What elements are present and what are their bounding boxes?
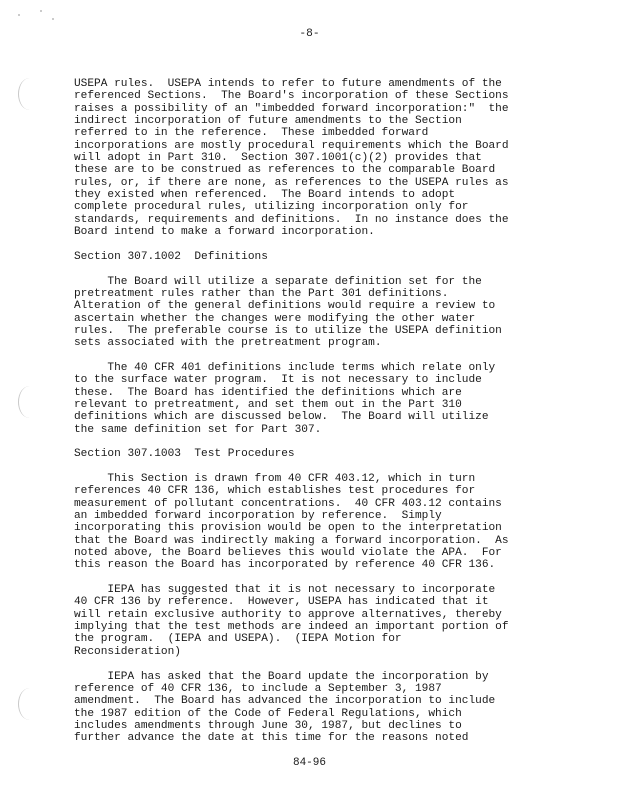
text-line: implying that the test methods are indeed an important portion of [74,621,509,634]
text-line: indirect incorporation of future amendments to the Section [74,115,462,128]
scan-speck [18,14,20,16]
text-line: noted above, the Board believes this would violate the APA. For [74,547,502,560]
binder-hole-mark [18,688,41,720]
scan-speck [40,10,42,12]
paragraph-gap [74,436,554,448]
text-line: that the Board was indirectly making a forward incorporation. As [74,534,509,547]
text-line: raises a possibility of an "imbedded forward incorporation:" the [74,102,509,115]
text-line: to the surface water program. It is not necessary to include [74,374,482,387]
text-line: referenced Sections. The Board's incorporation of these Sections [74,90,509,103]
text-line: amendment. The Board has advanced the incorporation to include [74,695,496,708]
paragraph [74,251,554,263]
text-line: rules. The preferable course is to utilize the USEPA definition [74,324,502,337]
text-line: relevant to pretreatment, and set them out in the Part 310 [74,398,462,411]
text-line: definitions which are discussed below. The Board will utilize [74,411,489,424]
document-body [74,78,554,745]
text-line: complete procedural rules, utilizing incorporation only for [74,201,469,214]
paragraph-gap [74,572,554,584]
paragraph-gap [74,658,554,670]
paragraph [74,584,554,658]
paragraph [74,671,554,745]
text-line: references 40 CFR 136, which establishes test procedures for [74,485,476,498]
text-line: Section 307.1002 Definitions [74,250,268,263]
paragraph-gap [74,350,554,362]
text-line: The 40 CFR 401 definitions include terms which relate only [74,361,496,374]
text-line: standards, requirements and definitions. In no instance does the [74,213,509,226]
text-line: they existed when referenced. The Board intends to adopt [74,189,456,202]
text-line: USEPA rules. USEPA intends to refer to future amendments of the [74,78,502,90]
text-line: this reason the Board has incorporated by reference 40 CFR 136. [74,559,496,572]
text-line: 40 CFR 136 by reference. However, USEPA has indicated that it [74,596,489,609]
text-line: will adopt in Part 310. Section 307.1001(c)(2) provides that [74,152,482,165]
text-line: Alteration of the general definitions would require a review to [74,300,496,313]
text-line: incorporations are mostly procedural requirements which the Board [74,139,509,152]
text-line: these are to be construed as references to the comparable Board [74,164,496,177]
text-line: referred to in the reference. These imbedded forward [74,127,429,140]
text-line: an imbedded forward incorporation by reference. Simply [74,510,442,523]
text-line: measurement of pollutant concentrations. 40 CFR 403.12 contains [74,497,502,510]
scan-speck [52,18,54,20]
paragraph [74,362,554,436]
text-line: IEPA has asked that the Board update the incorporation by [74,670,489,683]
text-line: the program. (IEPA and USEPA). (IEPA Motion for [74,633,402,646]
paragraph [74,473,554,572]
text-line: rules, or, if there are none, as references to the USEPA rules as [74,176,509,189]
text-line: This Section is drawn from 40 CFR 403.12, which in turn [74,473,476,485]
text-line: Section 307.1003 Test Procedures [74,448,295,461]
text-line: further advance the date at this time for the reasons noted [74,732,469,745]
paragraph [74,78,554,238]
text-line: will retain exclusive authority to approve alternatives, thereby [74,608,502,621]
text-line: the 1987 edition of the Code of Federal Regulations, which [74,707,462,720]
page-number: -8- [299,28,320,40]
paragraph-gap [74,263,554,275]
text-line: incorporating this provision would be open to the interpretation [74,522,502,535]
paragraph [74,276,554,350]
text-line: The Board will utilize a separate definition set for the [74,275,482,288]
paragraph [74,448,554,460]
binder-hole-mark [18,78,41,110]
footer-page-code: 84-96 [292,757,326,769]
text-line: Reconsideration) [74,645,181,658]
paragraph-gap [74,238,554,250]
text-line: the same definition set for Part 307. [74,423,322,436]
text-line: Board intend to make a forward incorporation. [74,226,375,239]
text-line: includes amendments through June 30, 1987, but declines to [74,719,462,732]
text-line: ascertain whether the changes were modifying the other water [74,312,476,325]
text-line: these. The Board has identified the definitions which are [74,386,462,399]
text-line: IEPA has suggested that it is not necessary to incorporate [74,584,496,597]
text-line: reference of 40 CFR 136, to include a September 3, 1987 [74,682,442,695]
text-line: sets associated with the pretreatment program. [74,337,382,350]
paragraph-gap [74,461,554,473]
binder-hole-mark [18,386,41,418]
text-line: pretreatment rules rather than the Part 301 definitions. [74,287,449,300]
